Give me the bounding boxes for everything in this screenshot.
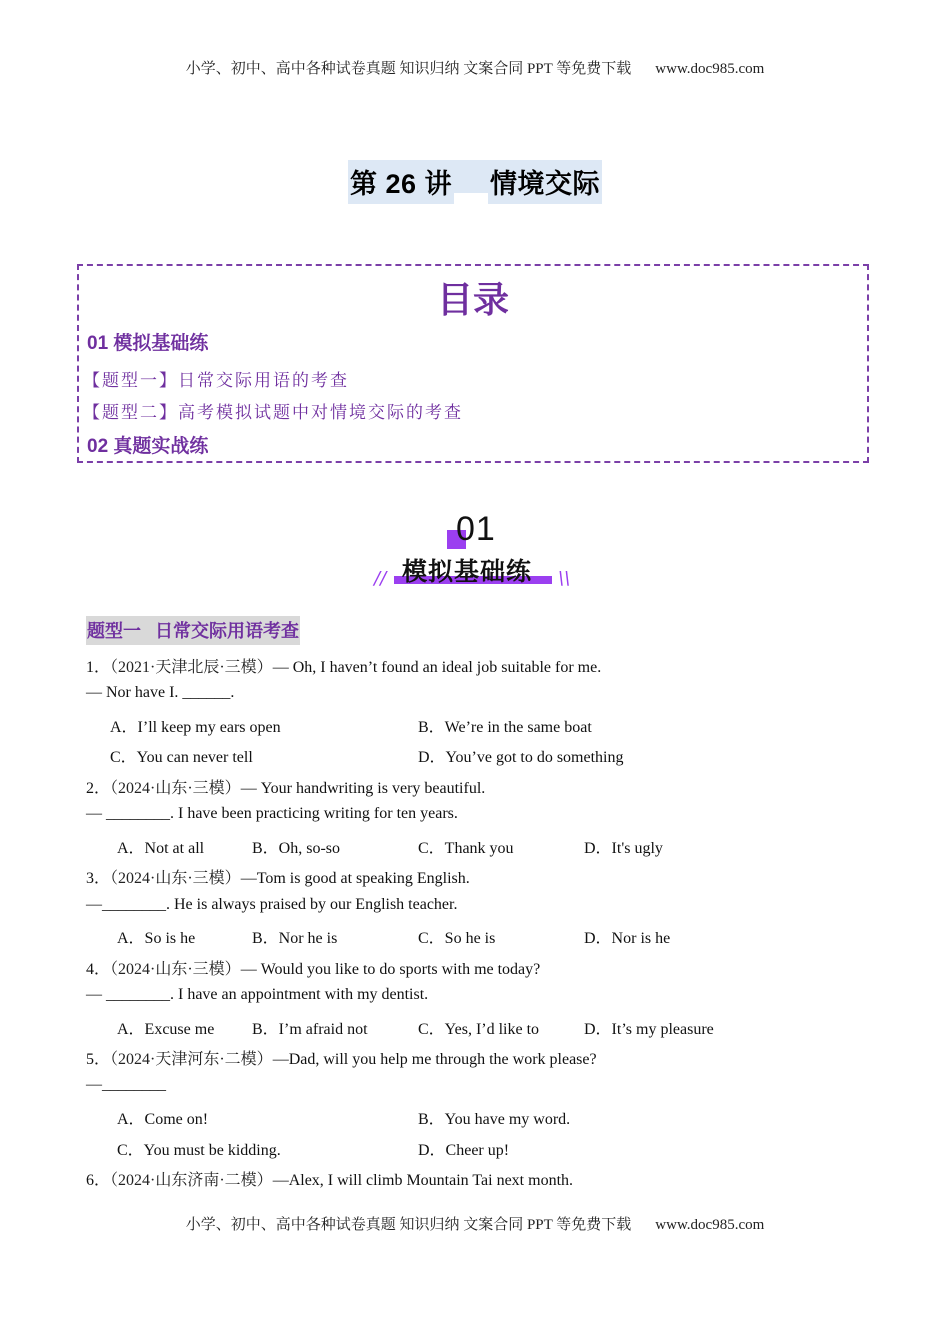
header-text: 小学、初中、高中各种试卷真题 知识归纳 文案合同 PPT 等免费下载 <box>185 61 632 77</box>
question-source: （2024·山东·三模） <box>110 870 241 887</box>
page-title <box>0 160 950 204</box>
footer-url[interactable]: www.doc985.com <box>655 1217 765 1233</box>
question-stem: —Alex, I will climb Mountain Tai next month. <box>272 1172 574 1189</box>
page-footer <box>0 1213 950 1234</box>
section-banner <box>370 510 580 590</box>
q5-option-d[interactable]: D．Cheer up! <box>418 1142 510 1159</box>
question-1 <box>86 654 601 677</box>
table-of-contents <box>77 264 869 463</box>
type-heading-name: 日常交际用语考查 <box>155 621 299 641</box>
q4-option-a[interactable]: A．Excuse me <box>117 1021 215 1038</box>
footer-text: 小学、初中、高中各种试卷真题 知识归纳 文案合同 PPT 等免费下载 <box>185 1217 632 1233</box>
question-stem: —Dad, will you help me through the work please? <box>272 1051 597 1068</box>
q5-option-b[interactable]: B．You have my word. <box>418 1111 571 1128</box>
question-number: 5． <box>86 1051 111 1068</box>
q3-option-a[interactable]: A．So is he <box>117 930 196 947</box>
q1-option-d[interactable]: D．You’ve got to do something <box>418 749 624 766</box>
q1-option-b[interactable]: B．We’re in the same boat <box>418 719 592 736</box>
question-number: 3． <box>86 870 111 887</box>
type-heading-prefix: 题型一 <box>87 621 141 641</box>
toc-item-02[interactable]: 02 真题实战练 <box>87 436 209 457</box>
q4-option-b[interactable]: B．I’m afraid not <box>252 1021 368 1038</box>
question-3-reply: —________. He is always praised by our English teacher. <box>86 896 458 913</box>
toc-item-type-2[interactable]: 【题型二】高考模拟试题中对情境交际的考查 <box>83 403 463 422</box>
question-2-reply: — ________. I have been practicing writing for ten years. <box>86 805 458 822</box>
question-3 <box>86 865 470 888</box>
q3-option-d[interactable]: D．Nor is he <box>584 930 671 947</box>
lecture-number: 第 26 讲 <box>348 160 454 204</box>
question-number: 1． <box>86 659 111 676</box>
q2-option-b[interactable]: B．Oh, so-so <box>252 840 341 857</box>
section-number: 01 <box>456 510 496 548</box>
question-number: 2． <box>86 780 111 797</box>
q3-option-b[interactable]: B．Nor he is <box>252 930 338 947</box>
question-source: （2024·山东济南·二模） <box>110 1172 273 1189</box>
q2-option-a[interactable]: A．Not at all <box>117 840 205 857</box>
section-name: 模拟基础练 <box>402 558 533 586</box>
question-6 <box>86 1167 573 1190</box>
question-number: 6． <box>86 1172 111 1189</box>
question-source: （2024·山东·三模） <box>110 961 241 978</box>
page-header <box>0 57 950 78</box>
question-5-reply: —________ <box>86 1076 166 1093</box>
question-4 <box>86 956 540 979</box>
q3-option-c[interactable]: C．So he is <box>418 930 496 947</box>
question-source: （2024·山东·三模） <box>110 780 241 797</box>
q5-option-c[interactable]: C．You must be kidding. <box>117 1142 281 1159</box>
question-4-reply: — ________. I have an appointment with my dentist. <box>86 986 429 1003</box>
header-url[interactable]: www.doc985.com <box>655 61 765 77</box>
question-stem: —Tom is good at speaking English. <box>240 870 470 887</box>
question-source: （2021·天津北辰·三模） <box>110 659 273 676</box>
question-2 <box>86 775 485 798</box>
question-5 <box>86 1046 597 1069</box>
left-slash-decoration: // <box>374 568 387 589</box>
type-heading <box>86 616 300 645</box>
q2-option-d[interactable]: D．It's ugly <box>584 840 663 857</box>
toc-heading: 目录 <box>436 279 509 320</box>
question-stem: — Oh, I haven’t found an ideal job suitable for me. <box>272 659 602 676</box>
q4-option-d[interactable]: D．It’s my pleasure <box>584 1021 714 1038</box>
question-stem: — Your handwriting is very beautiful. <box>240 780 486 797</box>
question-number: 4． <box>86 961 111 978</box>
q1-option-a[interactable]: A．I’ll keep my ears open <box>110 719 281 736</box>
question-stem: — Would you like to do sports with me today? <box>240 961 541 978</box>
toc-item-type-1[interactable]: 【题型一】日常交际用语的考查 <box>83 371 349 390</box>
q5-option-a[interactable]: A．Come on! <box>117 1111 209 1128</box>
question-1-reply: — Nor have I. ______. <box>86 684 235 701</box>
q2-option-c[interactable]: C．Thank you <box>418 840 514 857</box>
lecture-topic: 情境交际 <box>488 160 602 204</box>
question-source: （2024·天津河东·二模） <box>110 1051 273 1068</box>
right-slash-decoration: \\ <box>558 568 571 589</box>
toc-item-01[interactable]: 01 模拟基础练 <box>87 333 209 354</box>
q4-option-c[interactable]: C．Yes, I’d like to <box>418 1021 540 1038</box>
q1-option-c[interactable]: C．You can never tell <box>110 749 253 766</box>
